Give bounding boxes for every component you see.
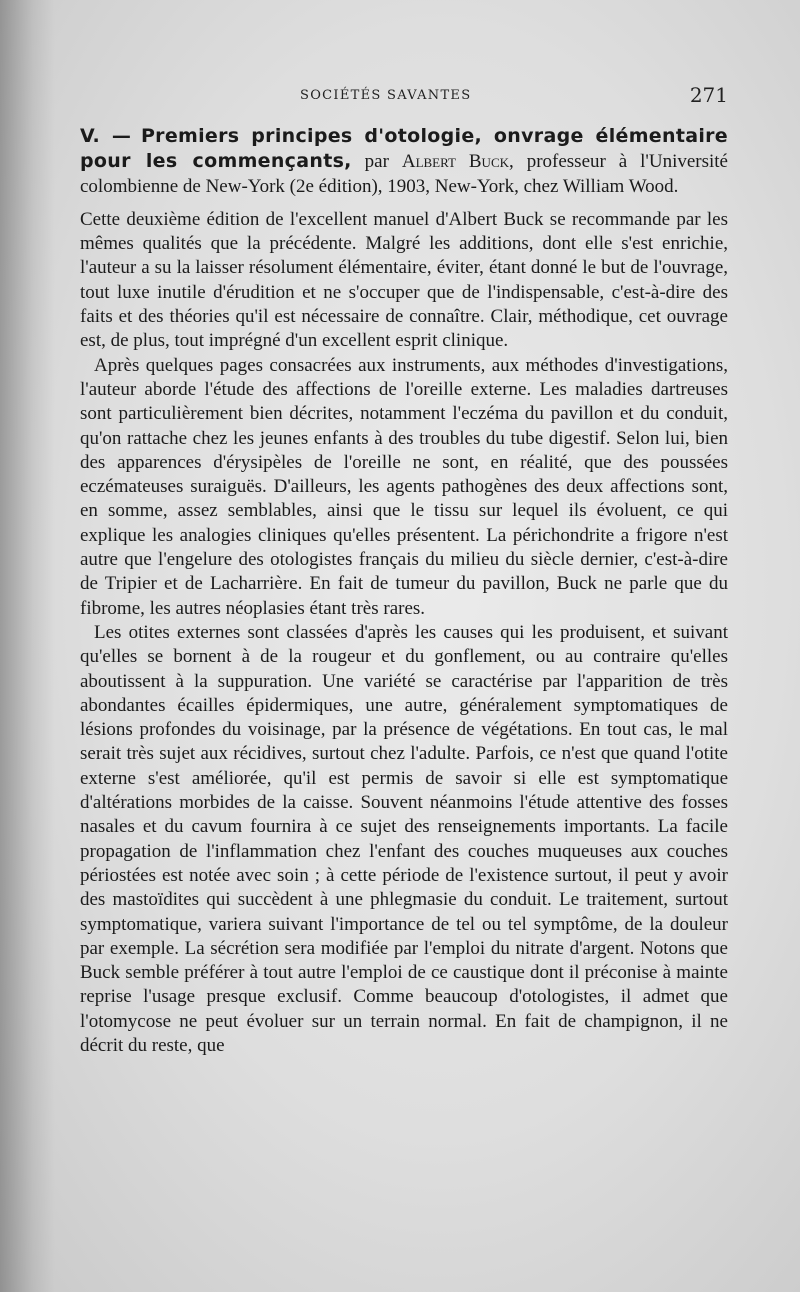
paragraph-2: Après quelques pages consacrées aux instruments, aux méthodes d'investigations, l'auteur aborde l'étude des affections de l'oreille externe. Les maladies dartreuses sont particulièrement bien décrites, notamment l'eczéma du pavillon et du conduit, qu'on rattache chez les jeunes enfants à des troubles du tube digestif. Selon lui, bien des apparences d'érysipèles de l'oreille ne sont, en réalité, que des poussées eczémateuses suraiguës. D'ailleurs, les agents pathogènes des deux affections sont, en somme, assez semblables, ainsi que le tissu sur lequel ils évoluent, ce qui explique les analogies cliniques qu'elles présentent. La périchondrite a frigore n'est autre que l'engelure des otologistes français du milieu du siècle dernier, c'est-à-dire de Tripier et de Lacharrière. En fait de tumeur du pavillon, Buck ne parle que du fibrome, les autres néoplasies étant très rares.	[80, 354, 728, 619]
page-number: 271	[689, 83, 728, 107]
review-affiliation: professeur à l'Université colombienne de New-York (2e édition), 1903, New-York, chez William Wood.	[80, 151, 728, 197]
running-head: SOCIÉTÉS SAVANTES	[300, 88, 472, 103]
binding-shadow	[0, 0, 55, 1292]
paragraph-1: Cette deuxième édition de l'excellent manuel d'Albert Buck se recommande par les mêmes qualités que la précédente. Malgré les additions, dont elle s'est enrichie, l'auteur a su la laisser résolument élémentaire, éviter, étant donné le but de l'ouvrage, tout luxe inutile d'érudition et ne s'occuper que de l'indispensable, c'est-à-dire des faits et des théories qu'il est nécessaire de connaître. Clair, méthodique, cet ouvrage est, de plus, tout imprégné d'un excellent esprit clinique.	[80, 208, 728, 352]
review-by: par	[364, 151, 389, 173]
page-body	[80, 124, 728, 1058]
review-heading	[80, 124, 728, 199]
review-author: Albert Buck,	[401, 151, 514, 173]
review-title: Premiers principes d'otologie, onvrage élémentaire pour les commençants,	[80, 125, 728, 173]
review-numeral: V. —	[80, 125, 132, 147]
paragraph-3: Les otites externes sont classées d'après les causes qui les produisent, et suivant qu'elles se bornent à de la rougeur et du gonflement, ou au contraire qu'elles aboutissent à la suppuration. Une variété se caractérise par l'apparition de très abondantes écailles épidermiques, une autre, généralement symptomatiques de lésions profondes du voisinage, par la présence de végétations. En tout cas, le mal serait très sujet aux récidives, surtout chez l'adulte. Parfois, ce n'est que quand l'otite externe s'est améliorée, qu'il est permis de savoir si elle est symptomatique d'altérations morbides de la caisse. Souvent néanmoins l'étude attentive des fosses nasales et du cavum fournira à ce sujet des renseignements importants. La facile propagation de l'inflammation chez l'enfant des couches muqueuses aux couches périostées est notée avec soin ; à cette période de l'existence surtout, il peut y avoir des mastoïdites qui succèdent à une phlegmasie du conduit. Le traitement, surtout symptomatique, variera suivant l'importance de tel ou tel symptôme, de la douleur par exemple. La sécrétion sera modifiée par l'emploi du nitrate d'argent. Notons que Buck semble préférer à tout autre l'emploi de ce caustique dont il préconise à mainte reprise l'usage presque exclusif. Comme beaucoup d'otologistes, il admet que l'otomycose ne peut évoluer sur un terrain normal. En fait de champignon, il ne décrit du reste, que	[80, 621, 728, 1056]
